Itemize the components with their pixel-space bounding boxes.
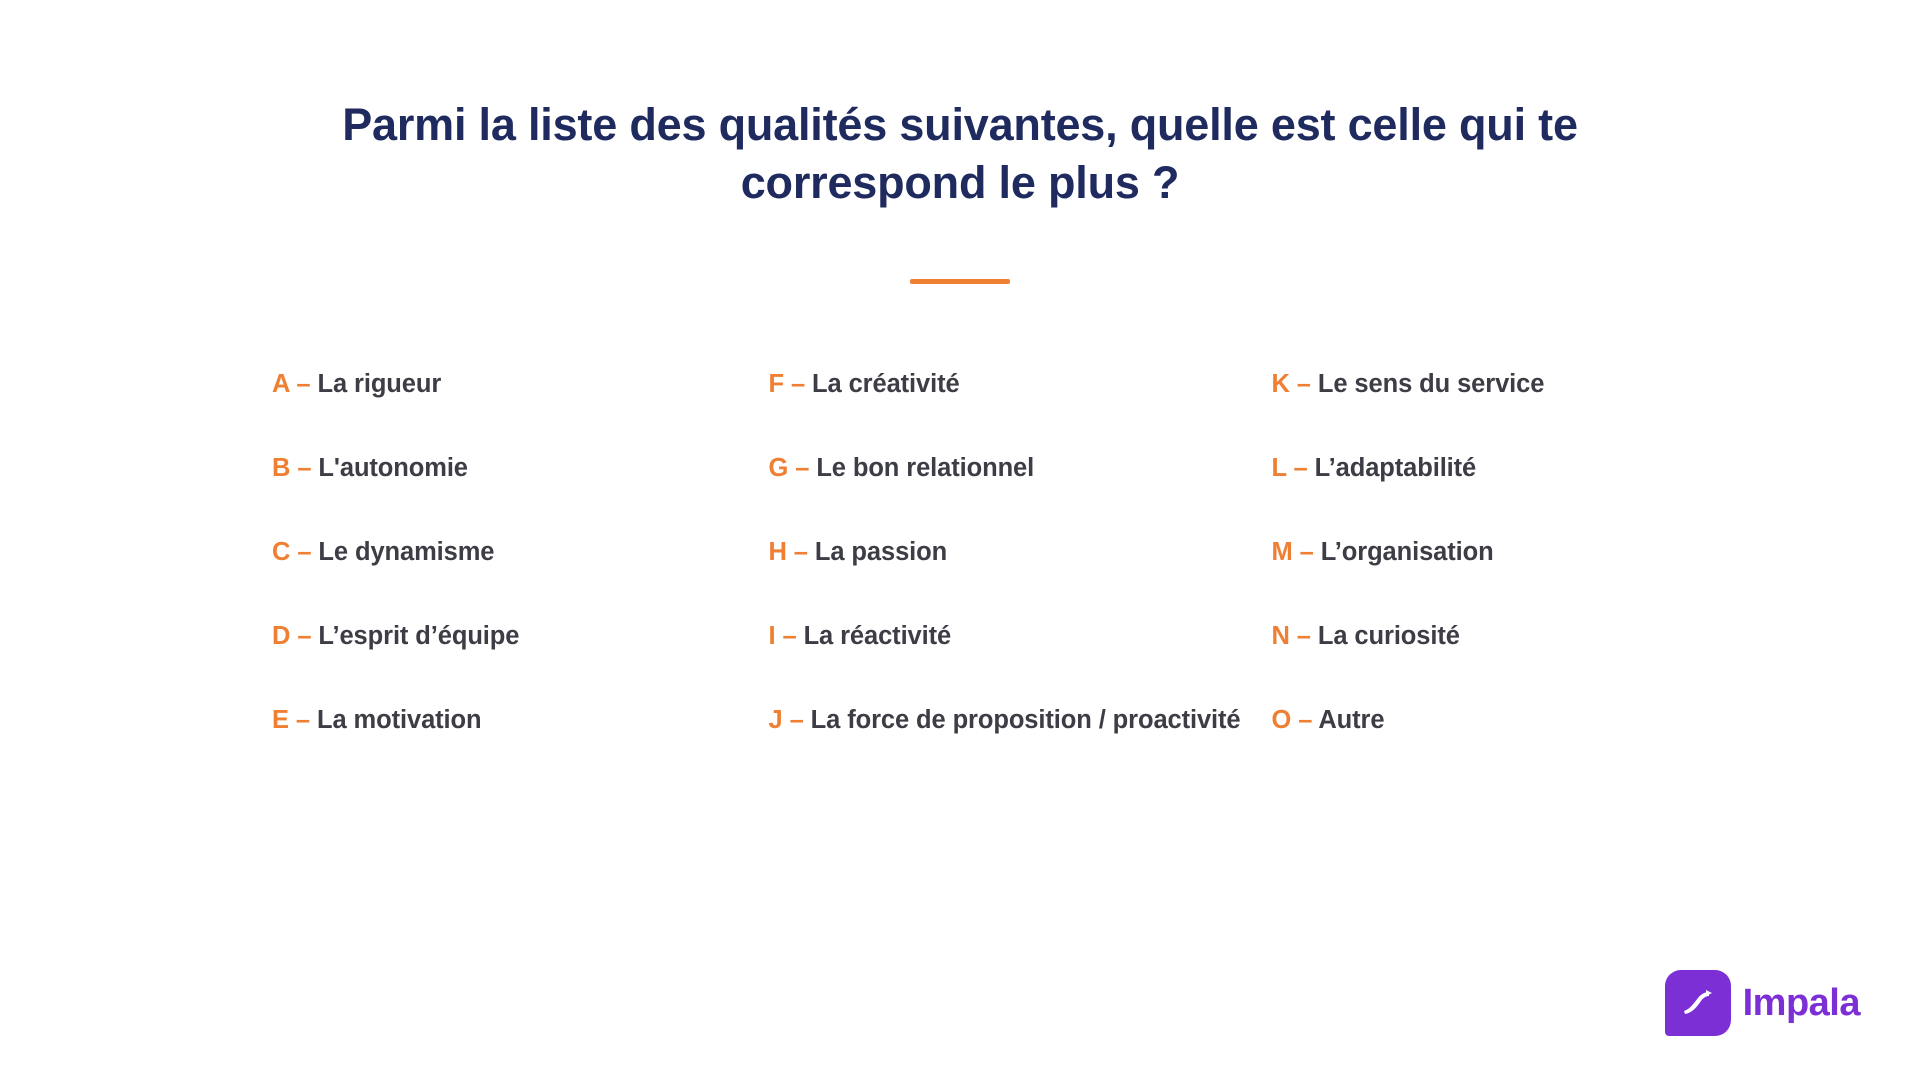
option-f[interactable] xyxy=(768,368,1271,402)
option-g[interactable] xyxy=(768,452,1271,486)
option-dash: – xyxy=(1296,370,1311,398)
option-e[interactable] xyxy=(272,704,768,738)
option-letter: N xyxy=(1271,621,1290,650)
option-k[interactable] xyxy=(1271,368,1672,402)
option-letter: I xyxy=(768,621,776,650)
option-dash: – xyxy=(790,370,806,398)
option-label: La créativité xyxy=(812,370,960,398)
option-letter: A xyxy=(272,370,290,398)
option-letter: E xyxy=(272,705,289,734)
option-label: La motivation xyxy=(317,705,482,734)
option-label: La passion xyxy=(814,537,948,566)
option-label: La force de proposition / proactivité xyxy=(810,705,1241,734)
option-o[interactable] xyxy=(1271,704,1672,738)
option-letter: M xyxy=(1271,537,1293,566)
options-columns xyxy=(272,368,1672,738)
option-h[interactable] xyxy=(768,536,1271,570)
option-dash: – xyxy=(296,370,311,398)
option-dash: – xyxy=(782,621,797,650)
option-letter: C xyxy=(272,537,291,566)
brand-logo xyxy=(1665,970,1860,1036)
option-label: L'autonomie xyxy=(318,453,468,482)
option-b[interactable] xyxy=(272,452,768,486)
option-dash: – xyxy=(789,705,804,734)
option-dash: – xyxy=(295,705,311,734)
option-c[interactable] xyxy=(272,536,768,570)
option-dash: – xyxy=(1293,453,1308,482)
option-label: Le sens du service xyxy=(1317,370,1545,398)
option-label: Autre xyxy=(1318,705,1385,734)
options-column-2 xyxy=(768,368,1271,738)
option-dash: – xyxy=(297,537,312,566)
option-letter: K xyxy=(1271,370,1290,398)
option-label: Le dynamisme xyxy=(318,537,495,566)
title-divider xyxy=(910,279,1010,284)
option-i[interactable] xyxy=(768,620,1271,654)
option-dash: – xyxy=(1298,705,1313,734)
option-label: La rigueur xyxy=(317,370,442,398)
option-letter: H xyxy=(768,537,787,566)
option-letter: B xyxy=(272,453,291,482)
option-dash: – xyxy=(1299,537,1314,566)
option-dash: – xyxy=(297,621,312,650)
option-label: Le bon relationnel xyxy=(816,453,1035,482)
page-title: Parmi la liste des qualités suivantes, quelle est celle qui te correspond le plus ? xyxy=(342,99,1578,208)
options-column-3 xyxy=(1271,368,1672,738)
option-dash: – xyxy=(795,453,810,482)
option-letter: L xyxy=(1271,453,1287,482)
option-letter: J xyxy=(768,705,783,734)
option-letter: F xyxy=(768,370,784,398)
option-label: L’adaptabilité xyxy=(1314,453,1477,482)
option-l[interactable] xyxy=(1271,452,1672,486)
impala-logo-icon xyxy=(1665,970,1731,1036)
option-label: L’esprit d’équipe xyxy=(318,621,520,650)
option-dash: – xyxy=(297,453,312,482)
option-n[interactable] xyxy=(1271,620,1672,654)
option-letter: D xyxy=(272,621,291,650)
option-d[interactable] xyxy=(272,620,768,654)
option-dash: – xyxy=(1296,621,1311,650)
option-a[interactable] xyxy=(272,368,768,402)
options-column-1 xyxy=(272,368,768,738)
option-dash: – xyxy=(793,537,808,566)
option-label: L’organisation xyxy=(1320,537,1494,566)
option-j[interactable] xyxy=(768,704,1271,738)
option-letter: G xyxy=(768,453,789,482)
option-label: La curiosité xyxy=(1317,621,1460,650)
option-m[interactable] xyxy=(1271,536,1672,570)
option-letter: O xyxy=(1271,705,1292,734)
brand-name: Impala xyxy=(1742,981,1860,1024)
option-label: La réactivité xyxy=(803,621,952,650)
